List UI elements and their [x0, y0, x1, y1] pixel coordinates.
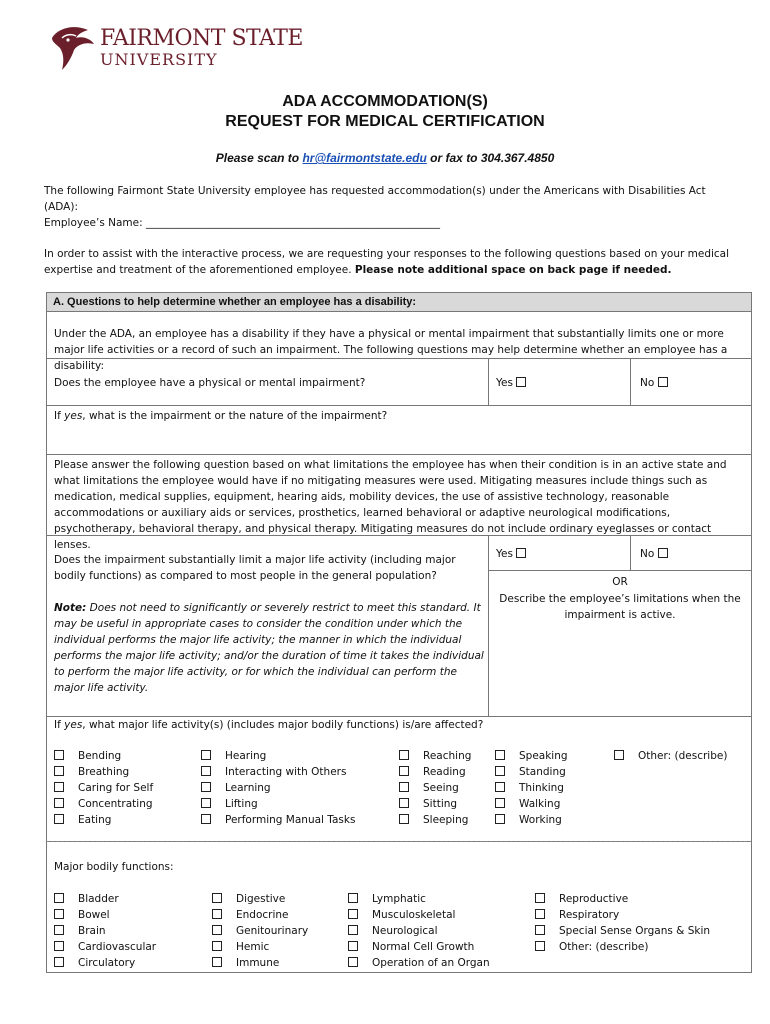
activity-option[interactable]: [201, 764, 346, 780]
bodily-function-checkbox[interactable]: [212, 941, 222, 951]
bodily-function-checkbox[interactable]: [535, 925, 545, 935]
bodily-function-option[interactable]: [54, 891, 119, 907]
activity-option[interactable]: [495, 796, 560, 812]
bodily-function-checkbox[interactable]: [348, 893, 358, 903]
activity-checkbox[interactable]: [399, 798, 409, 808]
activity-option[interactable]: [54, 812, 111, 828]
form-title: ADA ACCOMMODATION(S): [282, 93, 488, 110]
bodily-function-label: Respiratory: [559, 909, 620, 921]
q1-cell: [46, 358, 489, 406]
bodily-function-checkbox[interactable]: [54, 957, 64, 967]
bodily-function-option[interactable]: [54, 907, 110, 923]
q1-yes-label: Yes: [496, 377, 513, 389]
bodily-function-checkbox[interactable]: [212, 909, 222, 919]
bodily-function-checkbox[interactable]: [535, 941, 545, 951]
q3-suffix: , what major life activity(s) (includes major bodily functions) is/are affected?: [82, 719, 484, 731]
activity-checkbox[interactable]: [201, 766, 211, 776]
bodily-function-checkbox[interactable]: [348, 957, 358, 967]
activity-checkbox[interactable]: [399, 766, 409, 776]
bodily-function-option[interactable]: [54, 939, 156, 955]
bodily-function-label: Cardiovascular: [78, 941, 157, 953]
bodily-function-option[interactable]: [535, 939, 648, 955]
bodily-function-checkbox[interactable]: [535, 893, 545, 903]
bodily-function-option[interactable]: [348, 907, 455, 923]
activity-option[interactable]: [495, 812, 562, 828]
bodily-function-option[interactable]: [212, 939, 269, 955]
activity-option[interactable]: [495, 780, 564, 796]
activity-option[interactable]: [399, 748, 471, 764]
activity-option[interactable]: [495, 748, 568, 764]
activity-label: Interacting with Others: [225, 766, 347, 778]
bodily-function-checkbox[interactable]: [348, 925, 358, 935]
bodily-function-option[interactable]: [348, 923, 438, 939]
activity-checkbox[interactable]: [54, 798, 64, 808]
employee-name-field[interactable]: Employee’s Name: ________________________________________________________: [44, 217, 441, 229]
bodily-function-option[interactable]: [535, 923, 710, 939]
activity-label: Caring for Self: [78, 782, 154, 794]
activity-checkbox[interactable]: [54, 750, 64, 760]
bodily-function-option[interactable]: [54, 923, 106, 939]
activity-label: Thinking: [519, 782, 564, 794]
q2-yes-checkbox[interactable]: [516, 548, 526, 558]
activity-option[interactable]: [399, 780, 459, 796]
q1-yes-cell[interactable]: [488, 358, 631, 406]
logo-text-name: FAIRMONT STATE: [100, 26, 303, 51]
activity-label: Walking: [519, 798, 561, 810]
bodily-function-label: Special Sense Organs & Skin: [559, 925, 711, 937]
bodily-function-option[interactable]: [348, 955, 490, 971]
bodily-function-label: Hemic: [236, 941, 270, 953]
bodily-function-label: Bladder: [78, 893, 119, 905]
section-a-heading: [46, 292, 752, 312]
q2-cell: [46, 535, 489, 717]
activity-label: Sitting: [423, 798, 458, 810]
bodily-function-option[interactable]: [535, 891, 628, 907]
q2-yes-option[interactable]: [496, 546, 526, 562]
bodily-function-option[interactable]: [212, 891, 285, 907]
activity-checkbox[interactable]: [201, 814, 211, 824]
bodily-function-option[interactable]: [348, 891, 426, 907]
activity-label: Other: (describe): [638, 750, 728, 762]
university-logo: [48, 24, 303, 74]
definition-box: [46, 311, 752, 372]
bodily-function-option[interactable]: [348, 939, 474, 955]
describe-limitations-text: Describe the employee’s limitations when the impairment is active.: [499, 593, 741, 621]
activity-label: Eating: [78, 814, 112, 826]
q3-text: [54, 717, 483, 733]
q2-no-checkbox[interactable]: [658, 548, 668, 558]
form-subtitle: REQUEST FOR MEDICAL CERTIFICATION: [225, 113, 545, 130]
q2-no-option[interactable]: [640, 546, 668, 562]
activity-checkbox[interactable]: [614, 750, 624, 760]
submission-instructions: [0, 151, 770, 165]
bodily-function-label: Digestive: [236, 893, 286, 905]
q1-yes-option[interactable]: [496, 375, 526, 391]
q2-note-text: Does not need to significantly or severely restrict to meet this standard. It may be useful in appropriate cases to consider the condition under which the individual performs the major life activity; the manner in which the individual performs the major life activity; and/or the duration of time it takes the individual to perform the major life activity, or for which the individual can perform the major life activity.: [54, 602, 484, 694]
q1-no-cell[interactable]: [630, 358, 752, 406]
activity-label: Working: [519, 814, 562, 826]
activity-option[interactable]: [54, 748, 121, 764]
q1-followup-yes: yes: [64, 410, 83, 422]
activity-label: Standing: [519, 766, 566, 778]
q2-note-label: Note:: [54, 602, 87, 614]
activity-option[interactable]: [201, 812, 355, 828]
bodily-function-label: Circulatory: [78, 957, 136, 969]
bodily-function-checkbox[interactable]: [212, 925, 222, 935]
instructions-box: [46, 454, 752, 551]
hr-email-link[interactable]: hr@fairmontstate.edu: [302, 151, 427, 165]
or-label: OR: [612, 576, 628, 588]
bodily-function-label: Operation of an Organ: [372, 957, 490, 969]
bodily-function-option[interactable]: [54, 955, 135, 971]
activity-option[interactable]: [201, 796, 258, 812]
definition-text: Under the ADA, an employee has a disability if they have a physical or mental impairment that substantially limits one or more major life activities or a record of such an impairment. The following questions may help determine whether an employee has a disability:: [54, 328, 728, 372]
activity-checkbox[interactable]: [495, 766, 505, 776]
bodily-function-option[interactable]: [212, 955, 279, 971]
activity-checkbox[interactable]: [54, 766, 64, 776]
activity-label: Learning: [225, 782, 271, 794]
activity-option[interactable]: [201, 780, 271, 796]
q1-text: Does the employee have a physical or mental impairment?: [54, 377, 366, 389]
activity-label: Hearing: [225, 750, 267, 762]
activity-option[interactable]: [54, 780, 153, 796]
bodily-function-option[interactable]: [212, 907, 289, 923]
activity-checkbox[interactable]: [201, 782, 211, 792]
scan-prefix: Please scan to: [215, 151, 303, 165]
activity-option[interactable]: [399, 764, 466, 780]
activity-option[interactable]: [54, 764, 129, 780]
bodily-function-label: Endocrine: [236, 909, 289, 921]
bodily-function-label: Bowel: [78, 909, 110, 921]
bodily-function-option[interactable]: [212, 923, 308, 939]
q1-no-option[interactable]: [640, 375, 668, 391]
q1-followup-prefix: If: [54, 410, 65, 422]
activity-label: Lifting: [225, 798, 258, 810]
bodily-function-checkbox[interactable]: [212, 893, 222, 903]
q2-yes-label: Yes: [496, 548, 513, 560]
activity-checkbox[interactable]: [399, 814, 409, 824]
activity-option[interactable]: [399, 796, 457, 812]
q2-yes-cell[interactable]: [488, 535, 631, 571]
activity-option[interactable]: [399, 812, 468, 828]
bodily-function-option[interactable]: [535, 907, 619, 923]
activity-checkbox[interactable]: [399, 782, 409, 792]
bodily-function-checkbox[interactable]: [54, 941, 64, 951]
activity-option[interactable]: [495, 764, 566, 780]
activity-label: Concentrating: [78, 798, 153, 810]
logo-text-university: UNIVERSITY: [100, 50, 218, 69]
activity-label: Performing Manual Tasks: [225, 814, 356, 826]
bodily-function-label: Normal Cell Growth: [372, 941, 475, 953]
q3-yes: yes: [64, 719, 83, 731]
activity-label: Breathing: [78, 766, 130, 778]
q2-text: Does the impairment substantially limit a major life activity (including major bodily functions) as compared to most people in the general population?: [54, 554, 456, 582]
q2-no-label: No: [640, 548, 655, 560]
bodily-function-label: Immune: [236, 957, 280, 969]
q1-followup-suffix: , what is the impairment or the nature of the impairment?: [82, 410, 388, 422]
bodily-function-label: Musculoskeletal: [372, 909, 456, 921]
activity-checkbox[interactable]: [495, 750, 505, 760]
activity-checkbox[interactable]: [399, 750, 409, 760]
activity-checkbox[interactable]: [201, 750, 211, 760]
activity-checkbox[interactable]: [495, 798, 505, 808]
instructions-text: Please answer the following question based on what limitations the employee has when their condition is in an active state and what limitations the employee would have if no mitigating measures were used. Mitigating measures include things such as medication, medical supplies, equipment, hearing aids, mobility devices, the use of assistive technology, reasonable accommodations or auxiliary aids or services, prosthetics, learned behavioral or adaptive neurological modifications, psychotherapy, behavioral therapy, and physical therapy. Mitigating measures do not include ordinary eyeglasses or contact lenses.: [54, 459, 727, 551]
activity-option[interactable]: [614, 748, 727, 764]
activity-checkbox[interactable]: [54, 782, 64, 792]
activity-label: Bending: [78, 750, 122, 762]
activity-checkbox[interactable]: [54, 814, 64, 824]
bodily-function-checkbox[interactable]: [348, 909, 358, 919]
bodily-function-checkbox[interactable]: [54, 909, 64, 919]
activity-label: Seeing: [423, 782, 459, 794]
bodily-function-checkbox[interactable]: [348, 941, 358, 951]
bodily-function-label: Other: (describe): [559, 941, 649, 953]
bodily-function-checkbox[interactable]: [54, 925, 64, 935]
activity-checkbox[interactable]: [201, 798, 211, 808]
bodily-function-label: Genitourinary: [236, 925, 309, 937]
q1-yes-checkbox[interactable]: [516, 377, 526, 387]
intro-paragraph-note: Please note additional space on back page if needed.: [354, 264, 672, 276]
activity-label: Speaking: [519, 750, 568, 762]
activity-option[interactable]: [54, 796, 153, 812]
bodily-function-label: Lymphatic: [372, 893, 426, 905]
q2-no-cell[interactable]: [630, 535, 752, 571]
q1-followup-box[interactable]: [46, 405, 752, 455]
bodily-function-label: Reproductive: [559, 893, 629, 905]
q3-prefix: If: [54, 719, 65, 731]
q2-note: [54, 600, 484, 696]
activity-checkbox[interactable]: [495, 782, 505, 792]
activity-label: Reading: [423, 766, 466, 778]
falcon-logo-icon: [48, 24, 98, 72]
intro-paragraph: [44, 246, 734, 278]
describe-limitations-box[interactable]: [488, 570, 752, 717]
bodily-function-label: Neurological: [372, 925, 438, 937]
activity-checkbox[interactable]: [495, 814, 505, 824]
bodily-functions-label: Major bodily functions:: [54, 861, 174, 873]
activity-option[interactable]: [201, 748, 266, 764]
bodily-function-checkbox[interactable]: [535, 909, 545, 919]
activity-label: Reaching: [423, 750, 472, 762]
q1-no-label: No: [640, 377, 655, 389]
scan-suffix: or fax to 304.367.4850: [426, 151, 555, 165]
q1-followup-text: [54, 408, 387, 424]
q1-no-checkbox[interactable]: [658, 377, 668, 387]
bodily-function-checkbox[interactable]: [54, 893, 64, 903]
intro-paragraph-text: In order to assist with the interactive process, we are requesting your responses to the following questions based on your medical expertise and treatment of the aforementioned employee.: [44, 248, 730, 276]
bodily-function-checkbox[interactable]: [212, 957, 222, 967]
intro-statement: The following Fairmont State University employee has requested accommodation(s) under the Americans with Disabilities Act (ADA):: [44, 185, 706, 213]
section-a-heading-text: A. Questions to help determine whether an employee has a disability:: [53, 296, 417, 308]
bodily-function-label: Brain: [78, 925, 106, 937]
activity-label: Sleeping: [423, 814, 469, 826]
